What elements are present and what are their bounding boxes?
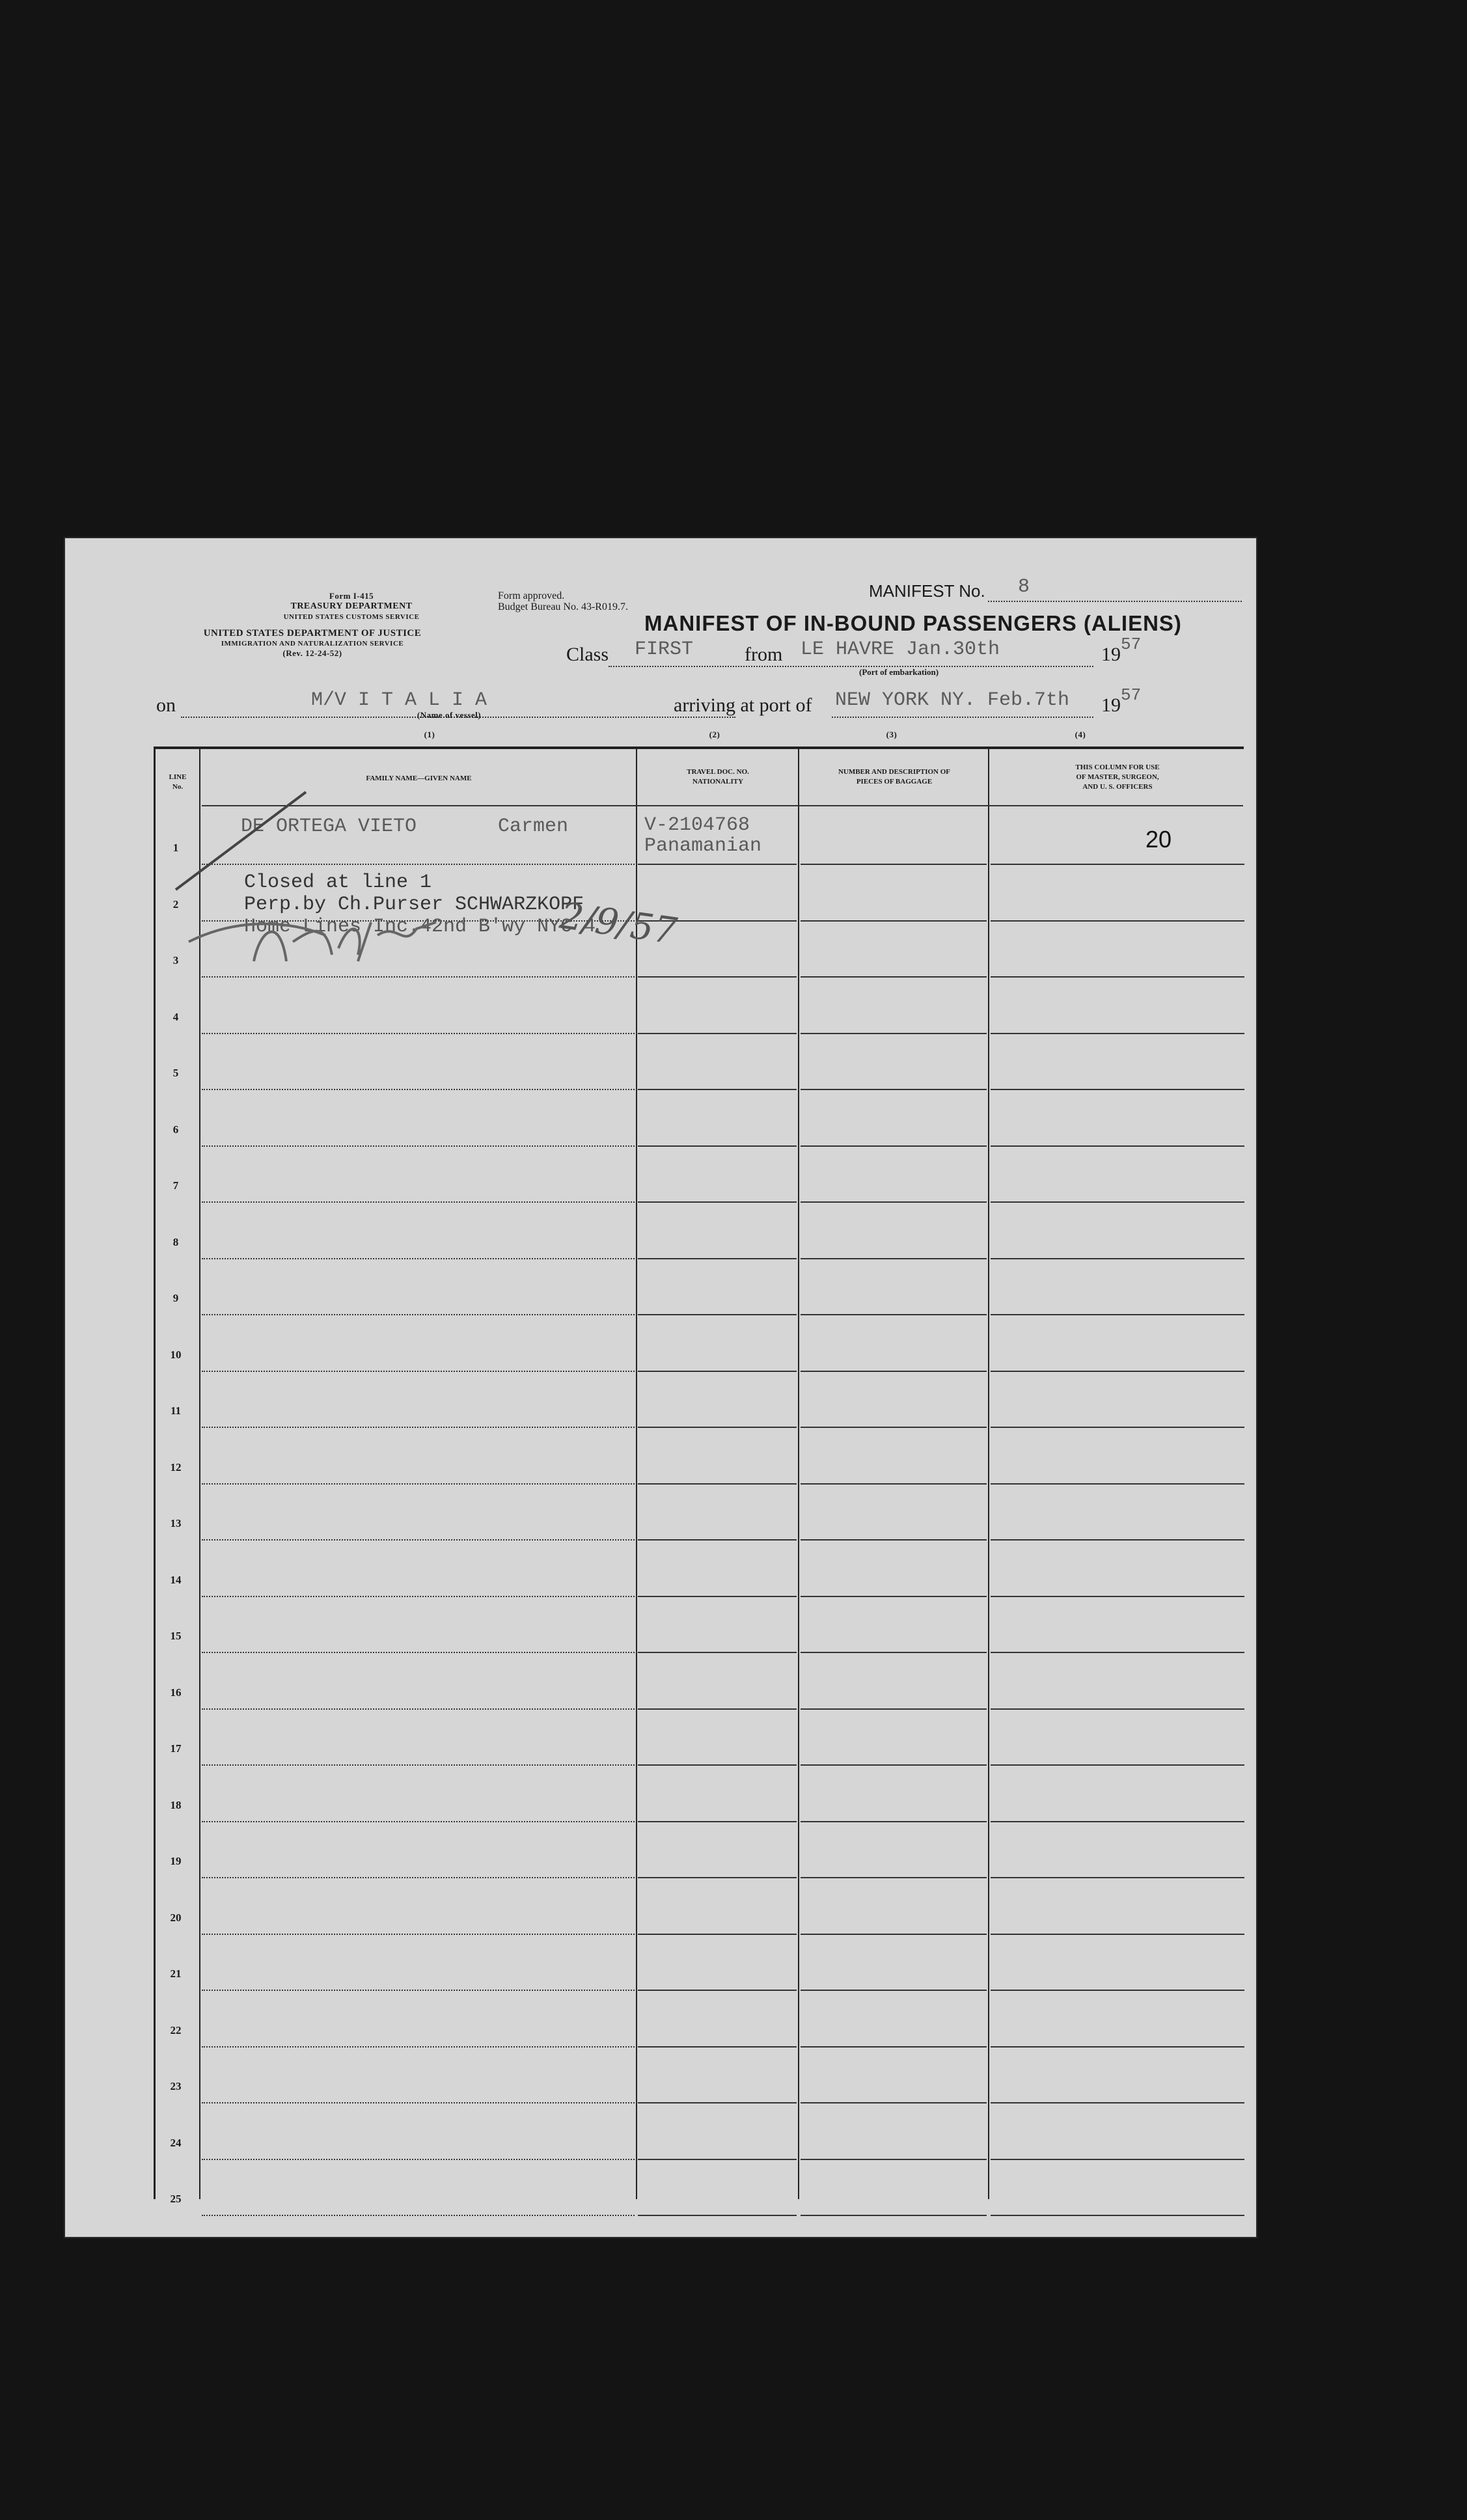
- manifest-label: MANIFEST No.: [869, 581, 985, 601]
- line-number: 12: [170, 1460, 182, 1473]
- line-number: 19: [170, 1855, 182, 1867]
- header-name: FAMILY NAME—GIVEN NAME: [366, 774, 472, 782]
- line-number: 22: [170, 2023, 182, 2036]
- page-title: MANIFEST OF IN-BOUND PASSENGERS (ALIENS): [644, 611, 1182, 635]
- row-rule: [991, 1539, 1244, 1541]
- cancel-slash: [176, 792, 306, 890]
- note-prepared: Perp.by Ch.Purser SCHWARZKOPF: [244, 894, 584, 916]
- row-rule: [801, 1877, 987, 1878]
- officer-value: 20: [1145, 826, 1172, 853]
- line-number: 8: [172, 1235, 179, 1248]
- row-rule: [638, 1652, 797, 1653]
- row-rule: [638, 1427, 797, 1428]
- row-rule: [801, 1371, 987, 1372]
- row-rule: [638, 2159, 797, 2160]
- row-rule: [638, 1596, 797, 1597]
- row-rule: [202, 1652, 635, 1653]
- row-rule: [991, 2102, 1244, 2103]
- row-rule: [638, 1033, 797, 1034]
- row-rule: [801, 1652, 987, 1653]
- row-rule: [801, 1145, 987, 1147]
- row-rule: [202, 2102, 635, 2103]
- form-approved: Form approved.: [498, 590, 565, 601]
- row-rule: [991, 1821, 1244, 1822]
- line-number: 9: [172, 1292, 179, 1304]
- row-rule: [991, 1145, 1244, 1147]
- row-rule: [801, 1314, 987, 1315]
- row-rule: [638, 1258, 797, 1259]
- line-number: 13: [170, 1517, 182, 1529]
- row-rule: [801, 1596, 987, 1597]
- row-rule: [991, 1708, 1244, 1710]
- line-number: 6: [172, 1123, 179, 1136]
- ins-service: IMMIGRATION AND NATURALIZATION SERVICE: [221, 640, 404, 648]
- row-rule: [638, 2102, 797, 2103]
- header-baggage-l2: PIECES OF BAGGAGE: [856, 778, 933, 786]
- row-rule: [801, 1483, 987, 1485]
- class-value: FIRST: [635, 638, 694, 661]
- row-rule: [991, 1033, 1244, 1034]
- row-rule: [202, 1201, 635, 1203]
- line-number: 21: [170, 1967, 182, 1980]
- row-rule: [801, 2159, 987, 2160]
- year-prefix-1: 19: [1101, 644, 1121, 665]
- row-rule: [202, 1764, 635, 1766]
- row-rule: [638, 1371, 797, 1372]
- form-number: Form I-415: [329, 591, 374, 601]
- row-rule: [801, 920, 987, 922]
- row-rule: [991, 1258, 1244, 1259]
- row-rule: [202, 976, 635, 978]
- row-rule: [801, 2102, 987, 2103]
- col-num-2: (2): [709, 730, 720, 739]
- row-rule: [801, 2215, 987, 2216]
- row-rule: [801, 1934, 987, 1935]
- row-rule: [202, 1990, 635, 1991]
- line-number: 10: [170, 1348, 182, 1361]
- row-rule: [801, 1201, 987, 1203]
- row-rule: [991, 864, 1244, 865]
- from-value: LE HAVRE Jan.30th: [801, 638, 1000, 661]
- line-number: 20: [170, 1911, 182, 1924]
- row-rule: [991, 1201, 1244, 1203]
- row-rule: [991, 1427, 1244, 1428]
- header-line-text: LINE: [169, 773, 187, 781]
- line-number: 17: [170, 1742, 182, 1755]
- line-number: 14: [170, 1573, 182, 1586]
- line-number: 2: [172, 897, 179, 911]
- row-rule: [991, 1990, 1244, 1991]
- arriving-label: arriving at port of: [674, 694, 812, 716]
- row-rule: [991, 976, 1244, 978]
- header-travel-doc: TRAVEL DOC. NO.: [687, 768, 749, 776]
- row-rule: [991, 1764, 1244, 1766]
- row-rule: [991, 2215, 1244, 2216]
- line-number: 1: [172, 842, 179, 854]
- row-rule: [801, 1990, 987, 1991]
- row-rule: [202, 1258, 635, 1259]
- row-rule: [991, 1596, 1244, 1597]
- header-officers-l2: OF MASTER, SURGEON,: [1076, 773, 1159, 781]
- vessel-caption: (Name of vessel): [417, 710, 482, 720]
- row-rule: [638, 1314, 797, 1315]
- row-rule: [202, 1427, 635, 1428]
- line-number: 4: [172, 1010, 179, 1023]
- col-divider-4: [988, 748, 989, 2199]
- travel-doc-number: V-2104768: [644, 814, 750, 836]
- signature-date: 2/9/57: [557, 894, 679, 953]
- row-rule: [801, 1708, 987, 1710]
- col-divider-3: [798, 748, 799, 2199]
- row-rule: [638, 2215, 797, 2216]
- from-label: from: [745, 644, 783, 665]
- header-baggage: [801, 767, 988, 787]
- row-rule: [638, 1764, 797, 1766]
- row-rule: [638, 1990, 797, 1991]
- table-left-border: [154, 748, 156, 2199]
- row-rule: [801, 1764, 987, 1766]
- row-rule: [202, 2046, 635, 2048]
- row-rule: [801, 1258, 987, 1259]
- line-number: 5: [172, 1067, 179, 1079]
- table-top-border: [154, 746, 1244, 749]
- row-rule: [202, 1033, 635, 1034]
- row-rule: [638, 1877, 797, 1878]
- customs-service: UNITED STATES CUSTOMS SERVICE: [283, 613, 420, 621]
- col-num-1: (1): [424, 730, 435, 739]
- signature-mark: [189, 922, 436, 961]
- revision: (Rev. 12-24-52): [282, 648, 342, 658]
- row-rule: [991, 1877, 1244, 1878]
- year-1: 57: [1121, 635, 1142, 654]
- year-prefix-2: 19: [1101, 694, 1121, 716]
- note-closed: Closed at line 1: [244, 871, 432, 894]
- row-rule: [991, 1934, 1244, 1935]
- on-label: on: [156, 694, 176, 716]
- row-rule: [638, 1934, 797, 1935]
- manifest-field: [988, 576, 1242, 602]
- row-rule: [202, 1708, 635, 1710]
- col-num-3: (3): [886, 730, 898, 739]
- line-number: 7: [172, 1179, 179, 1192]
- row-rule: [202, 1089, 635, 1090]
- line-number: 25: [170, 2193, 182, 2205]
- row-rule: [801, 1821, 987, 1822]
- line-number: 11: [170, 1404, 182, 1417]
- row-rule: [638, 976, 797, 978]
- row-rule: [202, 2215, 635, 2216]
- row-rule: [202, 1314, 635, 1315]
- class-label: Class: [566, 644, 609, 665]
- row-rule: [638, 1821, 797, 1822]
- row-rule: [638, 1201, 797, 1203]
- row-rule: [991, 1089, 1244, 1090]
- line-number: 16: [170, 1686, 182, 1699]
- from-field: [788, 638, 1093, 667]
- header-baggage-l1: NUMBER AND DESCRIPTION OF: [838, 768, 951, 776]
- row-rule: [202, 1483, 635, 1485]
- port-embark-caption: (Port of embarkation): [859, 667, 939, 677]
- row-rule: [801, 976, 987, 978]
- header-nationality: NATIONALITY: [692, 778, 744, 786]
- manifest-form: [65, 538, 1256, 2237]
- row-rule: [991, 920, 1244, 922]
- row-rule: [202, 1539, 635, 1541]
- row-rule: [202, 2159, 635, 2160]
- row-rule: [202, 1145, 635, 1147]
- row-rule: [991, 2046, 1244, 2048]
- row-rule: [801, 1089, 987, 1090]
- row-rule: [638, 1145, 797, 1147]
- row-rule: [801, 1539, 987, 1541]
- row-rule: [801, 864, 987, 865]
- justice-dept: UNITED STATES DEPARTMENT OF JUSTICE: [203, 628, 422, 638]
- row-rule: [991, 1314, 1244, 1315]
- row-rule: [638, 1708, 797, 1710]
- col-num-4: (4): [1075, 730, 1086, 739]
- line-number: 24: [170, 2136, 182, 2149]
- passenger-family-name: DE ORTEGA VIETO: [241, 815, 417, 838]
- row-rule: [638, 2046, 797, 2048]
- line-number: 18: [170, 1798, 182, 1811]
- header-no-text: No.: [172, 783, 184, 791]
- row-rule: [991, 1483, 1244, 1485]
- row-rule: [638, 1483, 797, 1485]
- header-officers-l1: THIS COLUMN FOR USE: [1075, 763, 1160, 771]
- treasury-dept: TREASURY DEPARTMENT: [290, 601, 413, 611]
- year-2: 57: [1121, 685, 1142, 705]
- passenger-given-name: Carmen: [498, 815, 569, 838]
- row-rule: [801, 2046, 987, 2048]
- header-officers: [991, 763, 1244, 792]
- row-rule: [202, 1371, 635, 1372]
- row-rule: [202, 1934, 635, 1935]
- row-rule: [638, 1089, 797, 1090]
- row-rule: [801, 1033, 987, 1034]
- port-field: [832, 689, 1093, 718]
- row-rule: [202, 1877, 635, 1878]
- nationality: Panamanian: [644, 835, 762, 857]
- row-rule: [638, 1539, 797, 1541]
- line-number: 23: [170, 2080, 182, 2092]
- note-company: Home Lines Inc.42nd B'wy NYC 4: [244, 916, 596, 938]
- row-rule: [801, 1427, 987, 1428]
- row-rule: [991, 2159, 1244, 2160]
- arrival-port: NEW YORK NY. Feb.7th: [835, 689, 1070, 711]
- vessel-name: M/V I T A L I A: [311, 689, 487, 711]
- manifest-number: 8: [1018, 576, 1030, 598]
- row-rule: [991, 1371, 1244, 1372]
- budget-bureau: Budget Bureau No. 43-R019.7.: [498, 601, 628, 612]
- row-rule: [202, 1596, 635, 1597]
- row-rule: [991, 1652, 1244, 1653]
- header-officers-l3: AND U. S. OFFICERS: [1082, 783, 1153, 791]
- line-number: 3: [172, 954, 179, 966]
- line-number: 15: [170, 1630, 182, 1642]
- row-rule: [202, 1821, 635, 1822]
